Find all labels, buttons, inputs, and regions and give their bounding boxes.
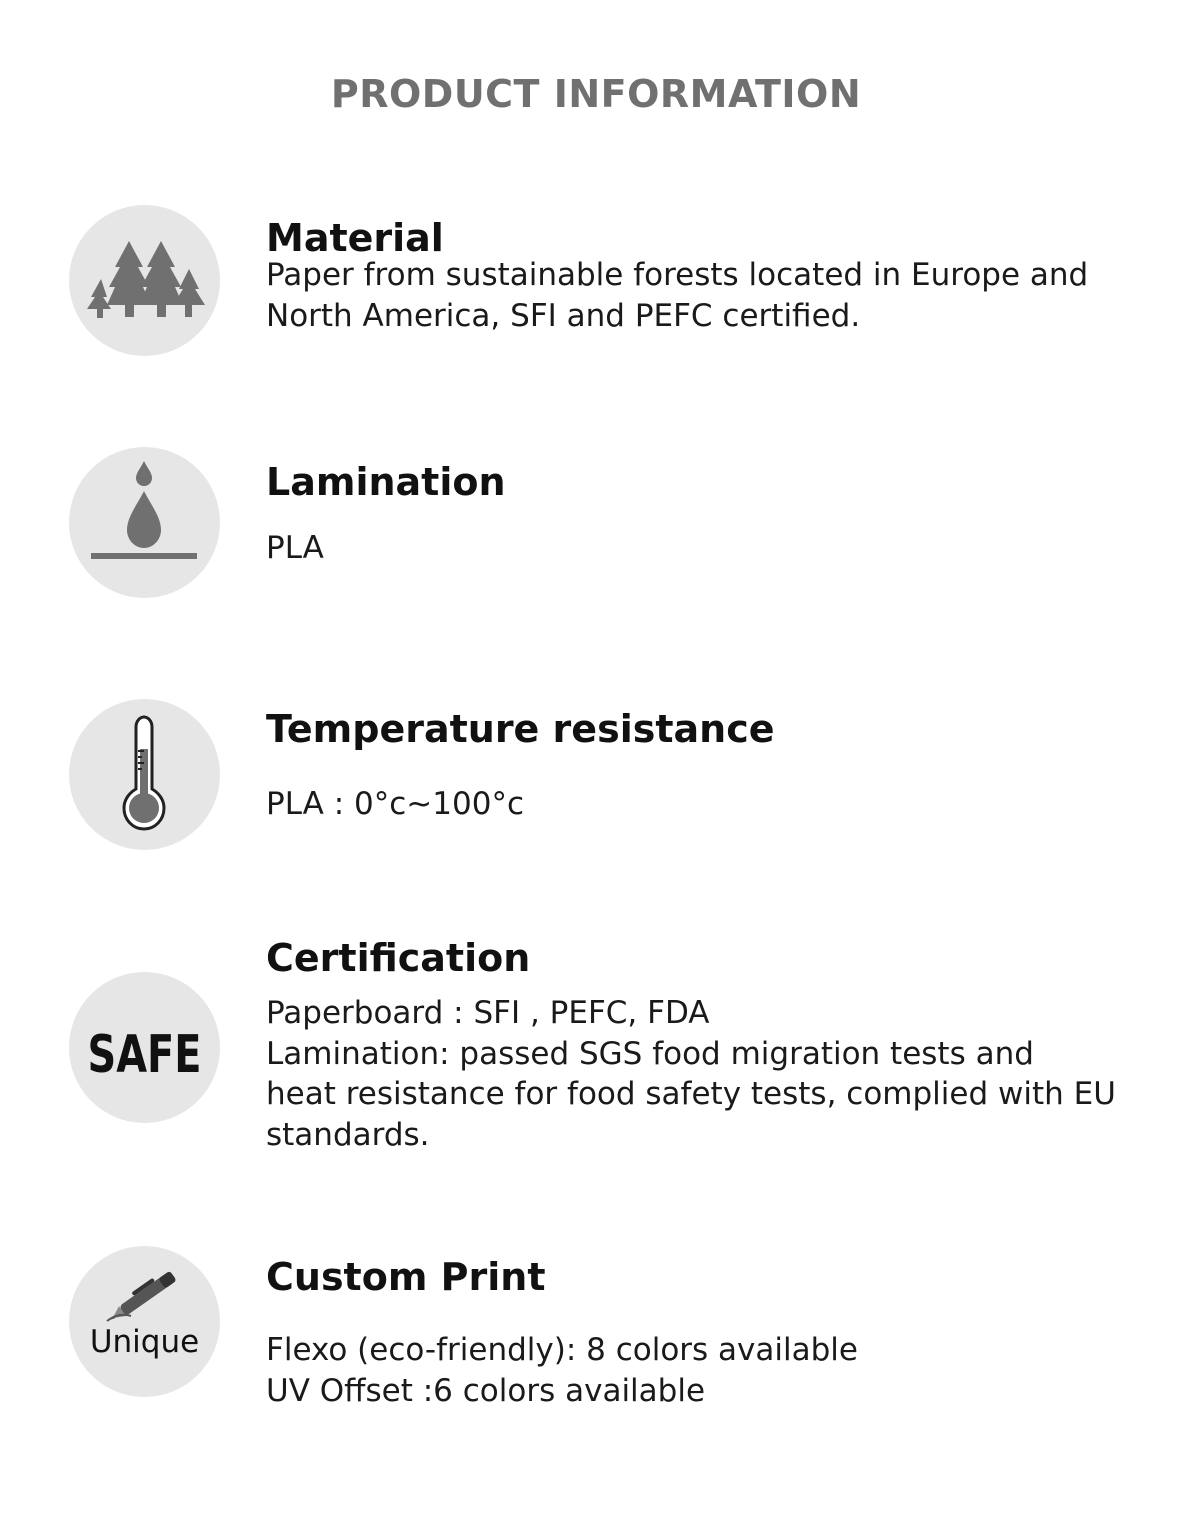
water-drop-icon xyxy=(69,447,220,598)
material-heading: Material xyxy=(266,216,444,260)
lamination-heading: Lamination xyxy=(266,460,506,504)
custom-print-heading: Custom Print xyxy=(266,1255,546,1299)
temperature-icon-circle xyxy=(69,699,220,850)
certification-heading: Certification xyxy=(266,936,531,980)
material-icon-circle xyxy=(69,205,220,356)
custom-print-line-1: Flexo (eco-friendly): 8 colors available xyxy=(266,1332,858,1368)
unique-badge-text: Unique xyxy=(89,1324,200,1360)
thermometer-icon xyxy=(69,699,220,850)
certification-icon-circle xyxy=(69,972,220,1123)
lamination-line-1: PLA xyxy=(266,530,324,566)
custom-print-line-2: UV Offset :6 colors available xyxy=(266,1372,706,1409)
certification-line-3: heat resistance for food safety tests, complied with EU xyxy=(266,1076,1116,1112)
material-line-1: Paper from sustainable forests located in Europe and xyxy=(266,257,1089,293)
safe-badge-text: SAFE xyxy=(87,1025,202,1085)
certification-description xyxy=(266,993,1166,1155)
custom-print-description xyxy=(266,1330,1166,1411)
lamination-description xyxy=(266,528,1166,569)
custom-print-icon-circle xyxy=(69,1246,220,1397)
pen-icon xyxy=(69,1246,220,1397)
safe-badge-icon xyxy=(69,972,220,1123)
page-title: PRODUCT INFORMATION xyxy=(330,72,862,116)
certification-line-4: standards. xyxy=(266,1116,430,1153)
material-description xyxy=(266,255,1166,336)
temperature-line-1: PLA : 0°c~100°c xyxy=(266,786,524,822)
certification-line-1: Paperboard : SFI , PEFC, FDA xyxy=(266,995,710,1031)
forest-trees-icon xyxy=(69,205,220,356)
material-line-2: North America, SFI and PEFC certified. xyxy=(266,297,861,334)
temperature-description xyxy=(266,784,1166,825)
certification-line-2: Lamination: passed SGS food migration tests and xyxy=(266,1035,1034,1072)
temperature-heading: Temperature resistance xyxy=(266,707,775,751)
lamination-icon-circle xyxy=(69,447,220,598)
